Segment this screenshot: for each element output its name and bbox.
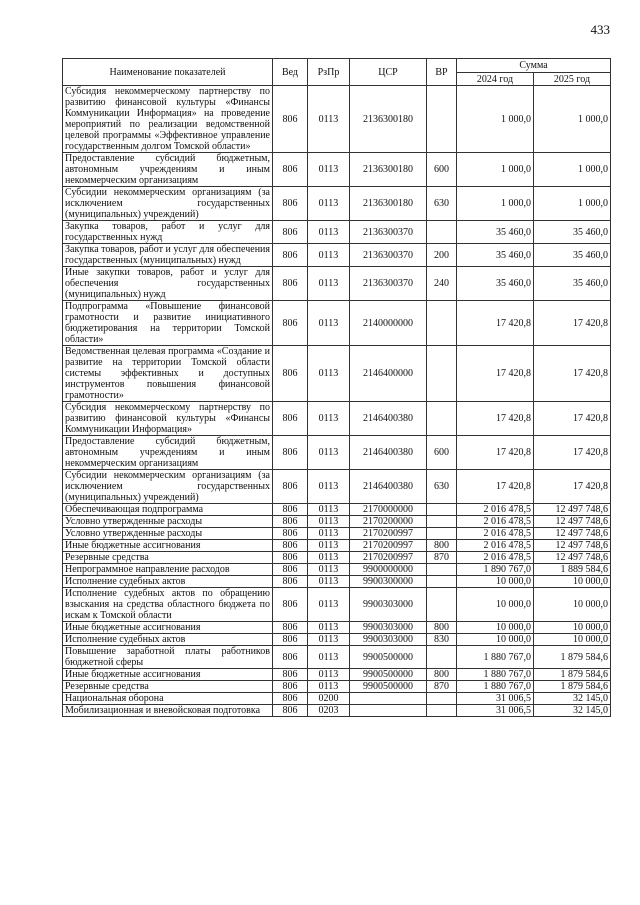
header-sum: Сумма: [457, 59, 611, 73]
cell-y2024: 35 460,0: [457, 221, 534, 244]
budget-table: [62, 58, 611, 717]
cell-y2025: 17 420,8: [534, 470, 611, 504]
cell-name: Закупка товаров, работ и услуг для государственных нужд: [63, 221, 273, 244]
cell-rzpr: 0203: [308, 705, 350, 717]
cell-rzpr: 0113: [308, 301, 350, 346]
cell-rzpr: 0113: [308, 470, 350, 504]
cell-name: Исполнение судебных актов по обращению взыскания на средства областного бюджета по искам к Томской области: [63, 588, 273, 622]
cell-y2024: 1 880 767,0: [457, 669, 534, 681]
cell-name: Исполнение судебных актов: [63, 576, 273, 588]
header-ved: Вед: [273, 59, 308, 86]
cell-rzpr: 0113: [308, 528, 350, 540]
cell-y2024: 2 016 478,5: [457, 528, 534, 540]
table-row: [63, 516, 611, 528]
cell-vr: [427, 705, 457, 717]
table-row: [63, 588, 611, 622]
table-row: [63, 564, 611, 576]
cell-y2025: 35 460,0: [534, 221, 611, 244]
table-row: [63, 86, 611, 153]
cell-vr: [427, 564, 457, 576]
cell-vr: [427, 221, 457, 244]
table-row: [63, 634, 611, 646]
cell-y2024: 1 000,0: [457, 187, 534, 221]
cell-y2025: 35 460,0: [534, 244, 611, 267]
cell-name: Закупка товаров, работ и услуг для обеспечения государственных (муниципальных) нужд: [63, 244, 273, 267]
table-row: [63, 693, 611, 705]
cell-csr: 9900303000: [350, 622, 427, 634]
cell-csr: 2136300370: [350, 221, 427, 244]
cell-y2025: 1 000,0: [534, 153, 611, 187]
cell-ved: 806: [273, 86, 308, 153]
cell-vr: 800: [427, 669, 457, 681]
cell-ved: 806: [273, 634, 308, 646]
cell-y2025: 1 000,0: [534, 187, 611, 221]
cell-ved: 806: [273, 516, 308, 528]
table-row: [63, 681, 611, 693]
table-row: [63, 552, 611, 564]
table-row: [63, 301, 611, 346]
header-year-2025: 2025 год: [534, 73, 611, 86]
cell-y2024: 35 460,0: [457, 244, 534, 267]
cell-vr: 600: [427, 436, 457, 470]
cell-y2025: 17 420,8: [534, 301, 611, 346]
cell-vr: 240: [427, 267, 457, 301]
cell-y2024: 17 420,8: [457, 346, 534, 402]
cell-y2025: 32 145,0: [534, 705, 611, 717]
cell-rzpr: 0113: [308, 646, 350, 669]
cell-name: Резервные средства: [63, 552, 273, 564]
cell-csr: [350, 705, 427, 717]
cell-csr: 9900000000: [350, 564, 427, 576]
cell-csr: 2170200997: [350, 528, 427, 540]
cell-name: Подпрограмма «Повышение финансовой грамотности и развитие инициативного бюджетирования на территории Томской области»: [63, 301, 273, 346]
cell-y2024: 1 890 767,0: [457, 564, 534, 576]
cell-y2024: 17 420,8: [457, 470, 534, 504]
cell-y2024: 10 000,0: [457, 622, 534, 634]
cell-vr: [427, 693, 457, 705]
cell-y2024: 17 420,8: [457, 402, 534, 436]
cell-vr: [427, 504, 457, 516]
cell-vr: [427, 301, 457, 346]
cell-vr: [427, 402, 457, 436]
cell-ved: 806: [273, 267, 308, 301]
cell-csr: 9900500000: [350, 681, 427, 693]
cell-y2025: 17 420,8: [534, 436, 611, 470]
cell-vr: 870: [427, 552, 457, 564]
cell-vr: [427, 588, 457, 622]
cell-y2024: 10 000,0: [457, 576, 534, 588]
cell-vr: 800: [427, 540, 457, 552]
cell-y2025: 35 460,0: [534, 267, 611, 301]
cell-ved: 806: [273, 669, 308, 681]
header-name: Наименование показателей: [63, 59, 273, 86]
cell-csr: 2136300370: [350, 244, 427, 267]
cell-ved: 806: [273, 402, 308, 436]
cell-rzpr: 0113: [308, 669, 350, 681]
cell-csr: 9900500000: [350, 669, 427, 681]
cell-y2025: 32 145,0: [534, 693, 611, 705]
cell-ved: 806: [273, 221, 308, 244]
cell-vr: 830: [427, 634, 457, 646]
cell-name: Повышение заработной платы работников бюджетной сферы: [63, 646, 273, 669]
cell-y2025: 1 879 584,6: [534, 646, 611, 669]
cell-rzpr: 0113: [308, 244, 350, 267]
cell-name: Мобилизационная и вневойсковая подготовка: [63, 705, 273, 717]
cell-name: Условно утвержденные расходы: [63, 528, 273, 540]
cell-name: Предоставление субсидий бюджетным, автономным учреждениям и иным некоммерческим организациям: [63, 153, 273, 187]
cell-ved: 806: [273, 187, 308, 221]
table-row: [63, 669, 611, 681]
cell-name: Иные закупки товаров, работ и услуг для обеспечения государственных (муниципальных) нужд: [63, 267, 273, 301]
cell-y2024: 17 420,8: [457, 301, 534, 346]
cell-ved: 806: [273, 504, 308, 516]
cell-rzpr: 0113: [308, 187, 350, 221]
cell-rzpr: 0200: [308, 693, 350, 705]
cell-rzpr: 0113: [308, 622, 350, 634]
cell-y2025: 12 497 748,6: [534, 552, 611, 564]
cell-name: Иные бюджетные ассигнования: [63, 669, 273, 681]
table-row: [63, 528, 611, 540]
cell-rzpr: 0113: [308, 564, 350, 576]
cell-y2025: 1 879 584,6: [534, 669, 611, 681]
cell-y2024: 17 420,8: [457, 436, 534, 470]
cell-csr: 2136300370: [350, 267, 427, 301]
cell-ved: 806: [273, 470, 308, 504]
cell-rzpr: 0113: [308, 576, 350, 588]
cell-csr: 9900300000: [350, 576, 427, 588]
cell-csr: 2146400380: [350, 402, 427, 436]
cell-name: Исполнение судебных актов: [63, 634, 273, 646]
cell-ved: 806: [273, 588, 308, 622]
cell-csr: 2136300180: [350, 86, 427, 153]
cell-vr: 200: [427, 244, 457, 267]
cell-ved: 806: [273, 705, 308, 717]
table-row: [63, 436, 611, 470]
cell-ved: 806: [273, 540, 308, 552]
cell-y2024: 1 000,0: [457, 153, 534, 187]
cell-csr: 2170000000: [350, 504, 427, 516]
header-csr: ЦСР: [350, 59, 427, 86]
cell-y2025: 10 000,0: [534, 576, 611, 588]
cell-name: Национальная оборона: [63, 693, 273, 705]
cell-y2024: 1 880 767,0: [457, 681, 534, 693]
cell-y2024: 1 880 767,0: [457, 646, 534, 669]
cell-csr: 2136300180: [350, 153, 427, 187]
cell-rzpr: 0113: [308, 504, 350, 516]
table-row: [63, 221, 611, 244]
cell-name: Субсидии некоммерческим организациям (за исключением государственных (муниципальных) учреждений): [63, 470, 273, 504]
cell-rzpr: 0113: [308, 552, 350, 564]
cell-vr: [427, 528, 457, 540]
cell-rzpr: 0113: [308, 634, 350, 646]
cell-csr: 9900303000: [350, 634, 427, 646]
cell-csr: 2140000000: [350, 301, 427, 346]
cell-ved: 806: [273, 622, 308, 634]
table-row: [63, 187, 611, 221]
cell-vr: 600: [427, 153, 457, 187]
cell-vr: 800: [427, 622, 457, 634]
cell-name: Условно утвержденные расходы: [63, 516, 273, 528]
cell-ved: 806: [273, 552, 308, 564]
cell-vr: [427, 516, 457, 528]
table-row: [63, 576, 611, 588]
cell-ved: 806: [273, 576, 308, 588]
table-row: [63, 622, 611, 634]
cell-rzpr: 0113: [308, 681, 350, 693]
cell-y2024: 10 000,0: [457, 588, 534, 622]
cell-y2025: 10 000,0: [534, 588, 611, 622]
cell-ved: 806: [273, 681, 308, 693]
cell-y2025: 10 000,0: [534, 634, 611, 646]
cell-y2025: 12 497 748,6: [534, 528, 611, 540]
cell-name: Субсидия некоммерческому партнерству по развитию финансовой культуры «Финансы Коммуникации Информация»: [63, 402, 273, 436]
cell-y2025: 12 497 748,6: [534, 516, 611, 528]
cell-csr: 2136300180: [350, 187, 427, 221]
cell-ved: 806: [273, 244, 308, 267]
cell-name: Субсидия некоммерческому партнерству по развитию финансовой культуры «Финансы Коммуникации Информация» на проведение мероприятий по реализации ведомственной целевой программы «Эффективное управление государственным долгом Томской области»: [63, 86, 273, 153]
cell-y2025: 17 420,8: [534, 346, 611, 402]
cell-rzpr: 0113: [308, 588, 350, 622]
cell-y2025: 10 000,0: [534, 622, 611, 634]
cell-y2025: 1 889 584,6: [534, 564, 611, 576]
cell-name: Иные бюджетные ассигнования: [63, 622, 273, 634]
cell-ved: 806: [273, 646, 308, 669]
cell-rzpr: 0113: [308, 436, 350, 470]
cell-y2024: 2 016 478,5: [457, 552, 534, 564]
cell-y2025: 1 000,0: [534, 86, 611, 153]
cell-csr: 2146400380: [350, 470, 427, 504]
cell-rzpr: 0113: [308, 153, 350, 187]
cell-y2024: 31 006,5: [457, 693, 534, 705]
cell-y2024: 2 016 478,5: [457, 516, 534, 528]
table-row: [63, 540, 611, 552]
cell-ved: 806: [273, 153, 308, 187]
cell-rzpr: 0113: [308, 402, 350, 436]
cell-name: Предоставление субсидий бюджетным, автономным учреждениям и иным некоммерческим организациям: [63, 436, 273, 470]
cell-rzpr: 0113: [308, 346, 350, 402]
cell-ved: 806: [273, 693, 308, 705]
cell-vr: 630: [427, 470, 457, 504]
cell-y2025: 1 879 584,6: [534, 681, 611, 693]
cell-y2024: 2 016 478,5: [457, 540, 534, 552]
cell-y2025: 17 420,8: [534, 402, 611, 436]
cell-name: Ведомственная целевая программа «Создание и развитие на территории Томской области системы эффективных и доступных инструментов повышения финансовой грамотности»: [63, 346, 273, 402]
table-row: [63, 470, 611, 504]
table-row: [63, 346, 611, 402]
cell-vr: [427, 576, 457, 588]
cell-ved: 806: [273, 301, 308, 346]
cell-vr: 870: [427, 681, 457, 693]
cell-ved: 806: [273, 528, 308, 540]
cell-vr: [427, 346, 457, 402]
cell-ved: 806: [273, 436, 308, 470]
table-row: [63, 705, 611, 717]
cell-rzpr: 0113: [308, 540, 350, 552]
cell-y2024: 10 000,0: [457, 634, 534, 646]
cell-vr: [427, 646, 457, 669]
cell-csr: [350, 693, 427, 705]
cell-y2024: 1 000,0: [457, 86, 534, 153]
cell-csr: 2170200997: [350, 540, 427, 552]
cell-csr: 9900500000: [350, 646, 427, 669]
cell-rzpr: 0113: [308, 516, 350, 528]
cell-y2025: 12 497 748,6: [534, 504, 611, 516]
table-row: [63, 244, 611, 267]
table-row: [63, 504, 611, 516]
table-row: [63, 646, 611, 669]
cell-csr: 2170200997: [350, 552, 427, 564]
cell-csr: 2146400000: [350, 346, 427, 402]
cell-y2025: 12 497 748,6: [534, 540, 611, 552]
cell-name: Непрограммное направление расходов: [63, 564, 273, 576]
cell-rzpr: 0113: [308, 221, 350, 244]
table-row: [63, 402, 611, 436]
cell-rzpr: 0113: [308, 267, 350, 301]
cell-name: Иные бюджетные ассигнования: [63, 540, 273, 552]
cell-ved: 806: [273, 346, 308, 402]
cell-csr: 9900303000: [350, 588, 427, 622]
header-vr: ВР: [427, 59, 457, 86]
cell-vr: [427, 86, 457, 153]
header-rzpr: РзПр: [308, 59, 350, 86]
cell-csr: 2170200000: [350, 516, 427, 528]
cell-csr: 2146400380: [350, 436, 427, 470]
cell-name: Субсидии некоммерческим организациям (за исключением государственных (муниципальных) учреждений): [63, 187, 273, 221]
page-number: 433: [590, 22, 610, 37]
cell-name: Обеспечивающая подпрограмма: [63, 504, 273, 516]
cell-name: Резервные средства: [63, 681, 273, 693]
cell-vr: 630: [427, 187, 457, 221]
table-row: [63, 153, 611, 187]
header-year-2024: 2024 год: [457, 73, 534, 86]
cell-ved: 806: [273, 564, 308, 576]
cell-y2024: 35 460,0: [457, 267, 534, 301]
cell-rzpr: 0113: [308, 86, 350, 153]
table-row: [63, 267, 611, 301]
cell-y2024: 2 016 478,5: [457, 504, 534, 516]
cell-y2024: 31 006,5: [457, 705, 534, 717]
